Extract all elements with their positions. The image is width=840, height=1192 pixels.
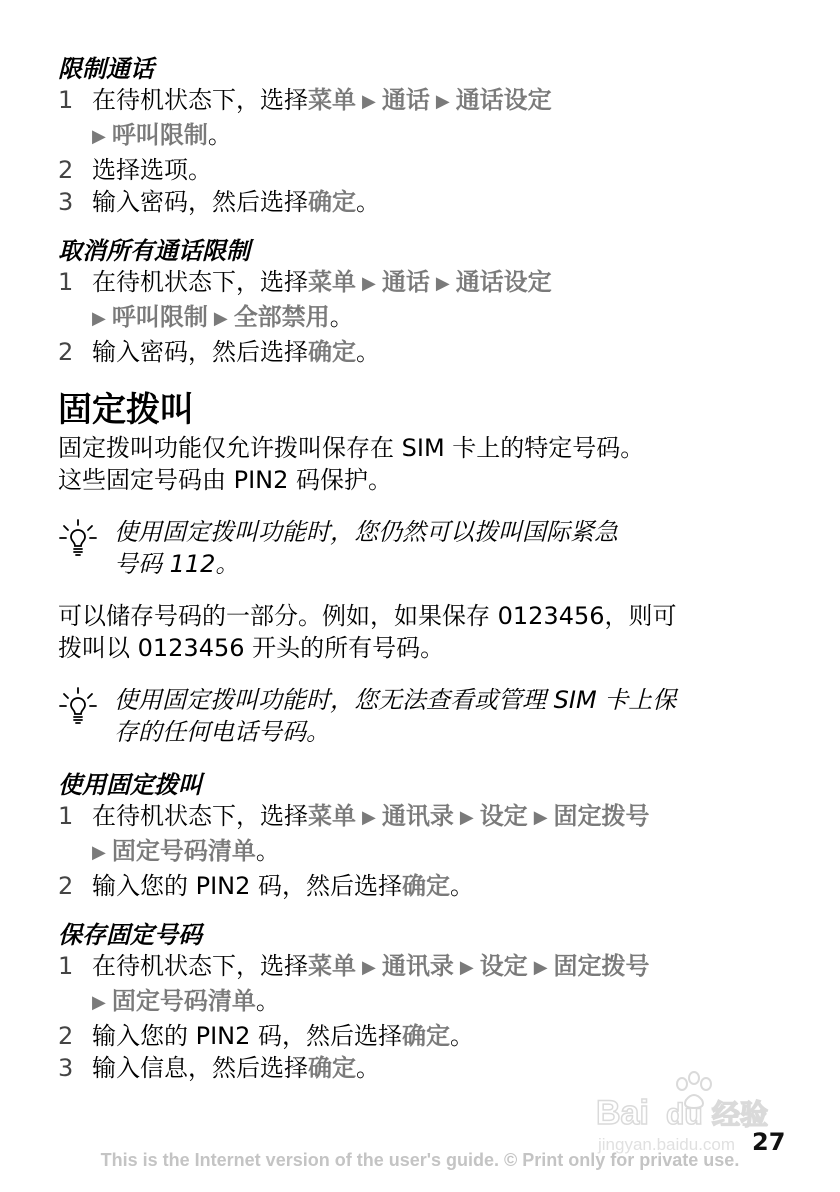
step-text: 输入信息，然后选择 [92, 1054, 308, 1082]
use-fixed-steps [58, 800, 798, 902]
step-text: 。 [207, 121, 232, 149]
step-text: 选择选项。 [92, 156, 212, 184]
partial-number-paragraph [58, 600, 798, 664]
step-text: 在待机状态下，选择 [92, 268, 308, 296]
menu-keyword: 通话设定 [455, 268, 552, 296]
intro-line: 这些固定号码由 PIN2 码保护。 [58, 466, 393, 494]
step-text: 在待机状态下，选择 [92, 86, 308, 114]
tip-note [58, 684, 798, 748]
menu-keyword: 通讯录 [381, 952, 454, 980]
step-text: 输入密码，然后选择 [92, 338, 308, 366]
step-number: 3 [58, 1054, 74, 1082]
tip-line: 存的任何电话号码。 [114, 718, 330, 746]
menu-keyword: 呼叫限制 [111, 303, 208, 331]
step-text: 。 [255, 837, 280, 865]
step-text: 输入您的 PIN2 码，然后选择 [92, 872, 403, 900]
step-number: 2 [58, 156, 74, 184]
paragraph-line: 可以储存号码的一部分。例如，如果保存 0123456，则可 [58, 602, 677, 630]
triangle-right-icon: ▶ [92, 842, 106, 863]
menu-keyword: 菜单 [308, 268, 356, 296]
step-number: 1 [58, 268, 74, 296]
call-barring-steps [58, 84, 798, 218]
menu-keyword: 呼叫限制 [111, 121, 208, 149]
step-text: 在待机状态下，选择 [92, 802, 308, 830]
step-text: 输入密码，然后选择 [92, 188, 308, 216]
step-number: 1 [58, 86, 74, 114]
tip-line: 号码 112。 [114, 550, 240, 578]
menu-keyword: 确定 [308, 1054, 356, 1082]
tip-note [58, 516, 798, 580]
triangle-right-icon: ▶ [92, 308, 106, 329]
triangle-right-icon: ▶ [459, 957, 474, 978]
step-number: 2 [58, 872, 74, 900]
triangle-right-icon: ▶ [92, 992, 106, 1013]
menu-keyword: 固定拨号 [553, 952, 650, 980]
step-text: 。 [329, 303, 354, 331]
footer-notice: This is the Internet version of the user's guide. © Print only for private use. [100, 1150, 740, 1170]
triangle-right-icon: ▶ [459, 807, 474, 828]
tip-line: 使用固定拨叫功能时，您无法查看或管理 SIM 卡上保 [114, 686, 677, 714]
triangle-right-icon: ▶ [533, 957, 548, 978]
list-item [58, 154, 798, 186]
triangle-right-icon: ▶ [435, 91, 450, 112]
menu-keyword: 通讯录 [381, 802, 454, 830]
step-text: 。 [450, 1022, 475, 1050]
lightbulb-icon [58, 684, 114, 730]
list-item [58, 336, 798, 368]
menu-keyword: 固定拨号 [553, 802, 650, 830]
paragraph-line: 拨叫以 0123456 开头的所有号码。 [58, 634, 445, 662]
step-text: 。 [356, 1054, 380, 1082]
step-number: 1 [58, 952, 74, 980]
triangle-right-icon: ▶ [533, 807, 548, 828]
list-item [58, 266, 798, 336]
menu-keyword: 确定 [402, 1022, 451, 1050]
cancel-all-heading: 取消所有通话限制 [58, 237, 250, 265]
step-text: 。 [450, 872, 475, 900]
menu-keyword: 菜单 [308, 802, 356, 830]
menu-keyword: 全部禁用 [233, 303, 330, 331]
triangle-right-icon: ▶ [435, 273, 450, 294]
intro-paragraph [58, 432, 798, 496]
manual-page [58, 54, 798, 1084]
menu-keyword: 通话设定 [455, 86, 552, 114]
step-text: 输入您的 PIN2 码，然后选择 [92, 1022, 403, 1050]
svg-text:du: du [666, 1098, 703, 1131]
step-text: 。 [255, 987, 280, 1015]
menu-keyword: 通话 [381, 268, 430, 296]
step-number: 1 [58, 802, 74, 830]
menu-keyword: 固定号码清单 [111, 837, 256, 865]
triangle-right-icon: ▶ [92, 126, 106, 147]
page-number: 27 [752, 1128, 786, 1156]
list-item [58, 950, 798, 1020]
save-fixed-heading: 保存固定号码 [58, 921, 202, 949]
svg-text:Bai: Bai [596, 1094, 649, 1132]
triangle-right-icon: ▶ [362, 273, 376, 294]
menu-keyword: 通话 [381, 86, 430, 114]
menu-keyword: 固定号码清单 [111, 987, 256, 1015]
svg-text:jingyan.baidu.com: jingyan.baidu.com [598, 1135, 736, 1154]
menu-keyword: 确定 [308, 338, 356, 366]
list-item [58, 84, 798, 154]
call-barring-heading: 限制通话 [58, 55, 154, 83]
tip-line: 使用固定拨叫功能时，您仍然可以拨叫国际紧急 [114, 518, 618, 546]
triangle-right-icon: ▶ [362, 807, 376, 828]
menu-keyword: 确定 [402, 872, 451, 900]
step-text: 在待机状态下，选择 [92, 952, 308, 980]
menu-keyword: 设定 [479, 952, 528, 980]
step-number: 2 [58, 338, 74, 366]
list-item [58, 186, 798, 218]
lightbulb-icon [58, 516, 114, 562]
fixed-dialing-title: 固定拨叫 [58, 390, 194, 430]
triangle-right-icon: ▶ [213, 308, 228, 329]
svg-text:经验: 经验 [712, 1098, 769, 1131]
step-text: 。 [356, 338, 380, 366]
triangle-right-icon: ▶ [362, 957, 376, 978]
list-item [58, 1020, 798, 1052]
step-text: 。 [356, 188, 380, 216]
step-number: 2 [58, 1022, 74, 1050]
menu-keyword: 菜单 [308, 952, 356, 980]
menu-keyword: 菜单 [308, 86, 356, 114]
intro-line: 固定拨叫功能仅允许拨叫保存在 SIM 卡上的特定号码。 [58, 434, 645, 462]
cancel-all-steps [58, 266, 798, 368]
use-fixed-heading: 使用固定拨叫 [58, 771, 202, 799]
triangle-right-icon: ▶ [362, 91, 376, 112]
step-number: 3 [58, 188, 74, 216]
list-item [58, 870, 798, 902]
menu-keyword: 设定 [479, 802, 528, 830]
menu-keyword: 确定 [308, 188, 356, 216]
list-item [58, 800, 798, 870]
